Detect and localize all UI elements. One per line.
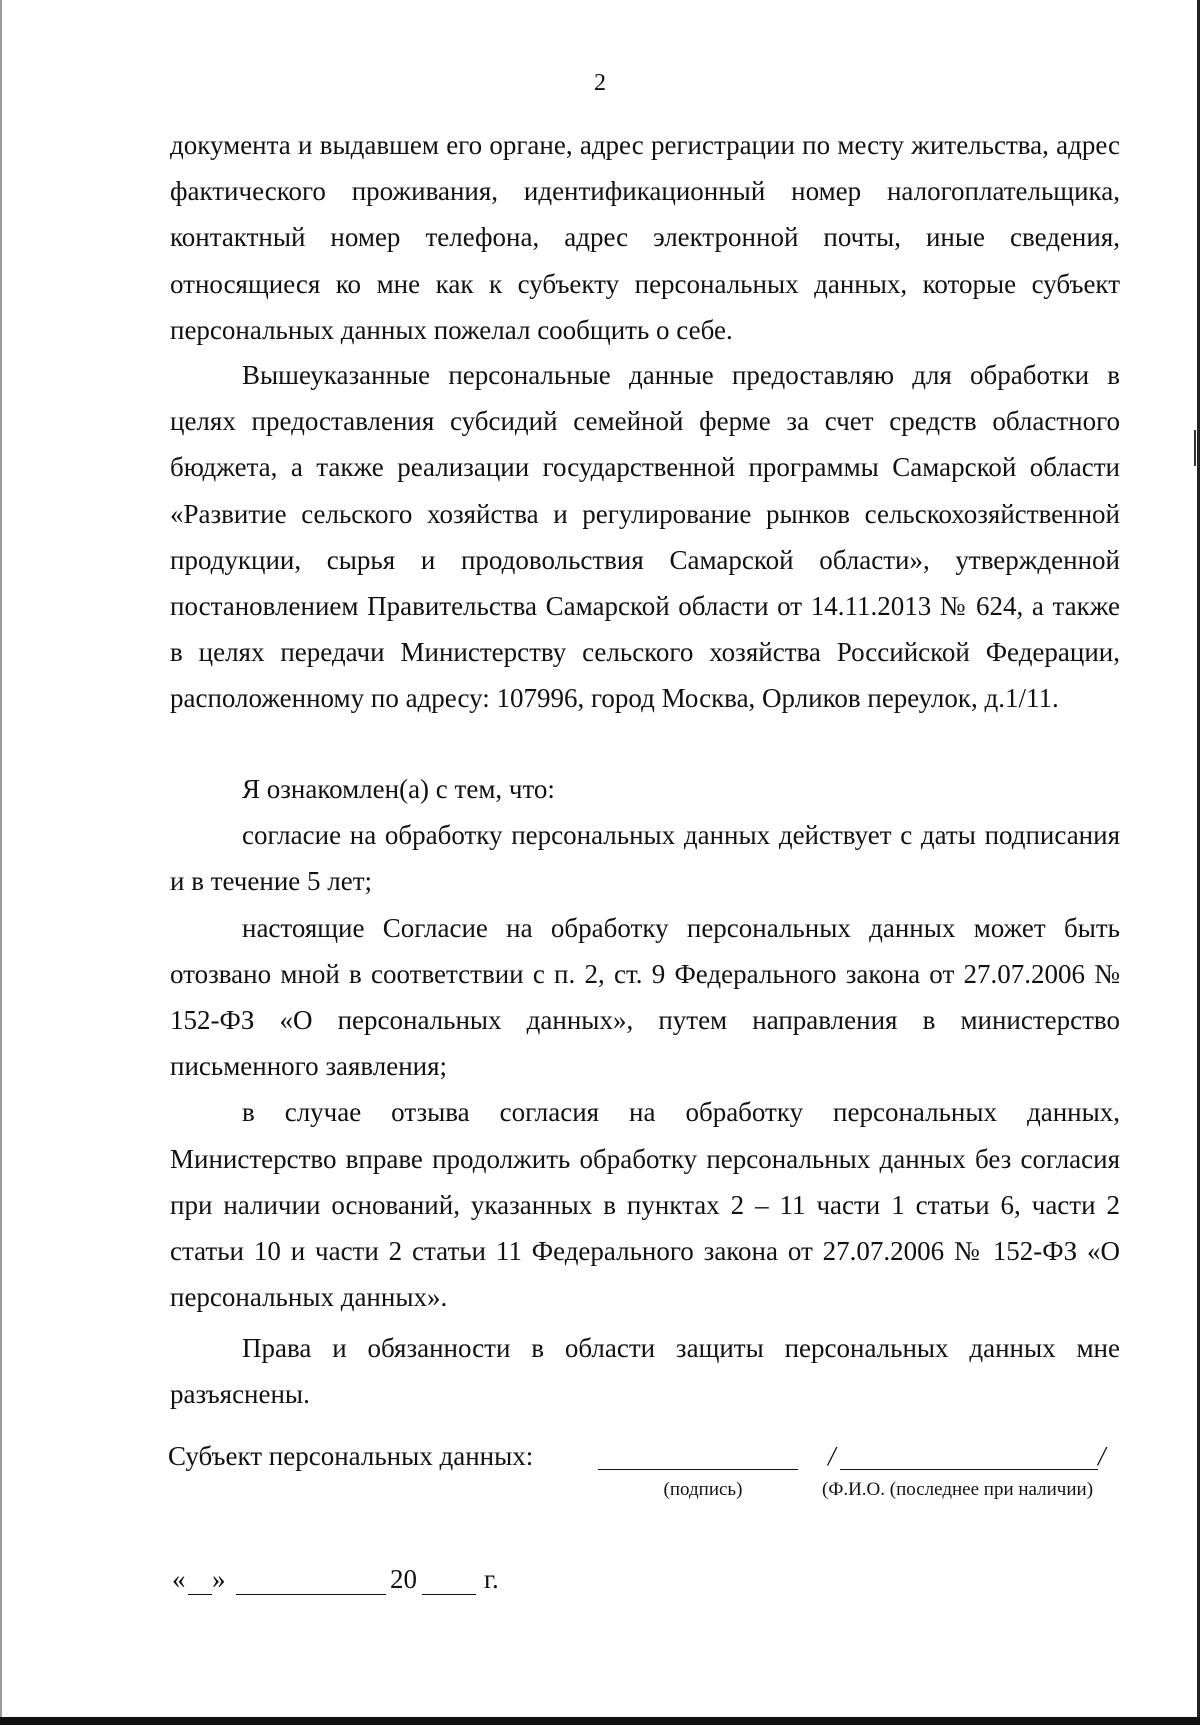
date-year-prefix: 20 bbox=[390, 1564, 417, 1594]
signature-field-line[interactable] bbox=[598, 1469, 798, 1470]
acknowledgement-section bbox=[170, 766, 1120, 1320]
date-open-quote: « bbox=[172, 1564, 186, 1594]
acknowledgement-item-revocation: настоящие Согласие на обработку персональных данных может быть отозвано мной в соответствии с п. 2, ст. 9 Федерального закона от 27.07.2006 № 152-ФЗ «О персональных данных», путем направления в министерство письменного заявления; bbox=[170, 912, 1120, 1082]
page-number: 2 bbox=[594, 70, 606, 96]
signature-block bbox=[168, 1437, 1118, 1517]
scan-edge-mark bbox=[1194, 430, 1196, 466]
date-month-field[interactable] bbox=[236, 1594, 386, 1595]
rights-paragraph-text: Права и обязанности в области защиты персональных данных мне разъяснены. bbox=[170, 1333, 1120, 1410]
rights-section bbox=[170, 1325, 1120, 1417]
paragraph-top-text: документа и выдавшем его органе, адрес регистрации по месту жительства, адрес фактического проживания, идентификационный номер налогоплательщика, контактный номер телефона, адрес электронной почты, иные сведения, относящиеся ко мне как к субъекту персональных данных, которые субъект персональных данных пожелал сообщить о себе. bbox=[170, 130, 1120, 345]
scan-bottom-edge bbox=[0, 1717, 1200, 1725]
full-name-field-line[interactable] bbox=[840, 1469, 1098, 1470]
name-slash-left: / bbox=[828, 1441, 836, 1471]
signature-caption: (подпись) bbox=[663, 1479, 743, 1500]
signature-subject-label: Субъект персональных данных: bbox=[168, 1441, 534, 1471]
acknowledgement-item-continued-processing: в случае отзыва согласия на обработку персональных данных, Министерство вправе продолжить обработку персональных данных без согласия при наличии оснований, указанных в пунктах 2 – 11 части 1 статьи 6, части 2 статьи 10 и части 2 статьи 11 Федерального закона от 27.07.2006 № 152-ФЗ «О персональных данных». bbox=[170, 1097, 1120, 1313]
acknowledgement-item-validity: согласие на обработку персональных данных действует с даты подписания и в течение 5 лет; bbox=[170, 820, 1120, 897]
date-day-field[interactable] bbox=[188, 1594, 212, 1595]
full-name-caption: (Ф.И.О. (последнее при наличии) bbox=[822, 1479, 1094, 1500]
paragraph-purpose-text: Вышеуказанные персональные данные предоставляю для обработки в целях предоставления субсидий семейной ферме за счет средств областного бюджета, а также реализации государственной программы Самарской области «Развитие сельского хозяйства и регулирование рынков сельскохозяйственной продукции, сырья и продовольствия Самарской области», утвержденной постановлением Правительства Самарской области от 14.11.2013 № 624, а также в целях передачи Министерству сельского хозяйства Российской Федерации, расположенному по адресу: 107996, город Москва, Орликов переулок, д.1/11. bbox=[170, 360, 1120, 714]
date-line bbox=[172, 1564, 672, 1604]
paragraph-personal-data-list bbox=[170, 122, 1120, 353]
date-year-field[interactable] bbox=[422, 1594, 476, 1595]
date-year-suffix: г. bbox=[484, 1564, 499, 1594]
acknowledgement-intro: Я ознакомлен(а) с тем, что: bbox=[242, 774, 555, 804]
scan-left-edge bbox=[0, 0, 2, 1725]
paragraph-purpose bbox=[170, 352, 1120, 722]
date-close-quote: » bbox=[212, 1564, 226, 1594]
name-slash-right: / bbox=[1098, 1441, 1106, 1471]
